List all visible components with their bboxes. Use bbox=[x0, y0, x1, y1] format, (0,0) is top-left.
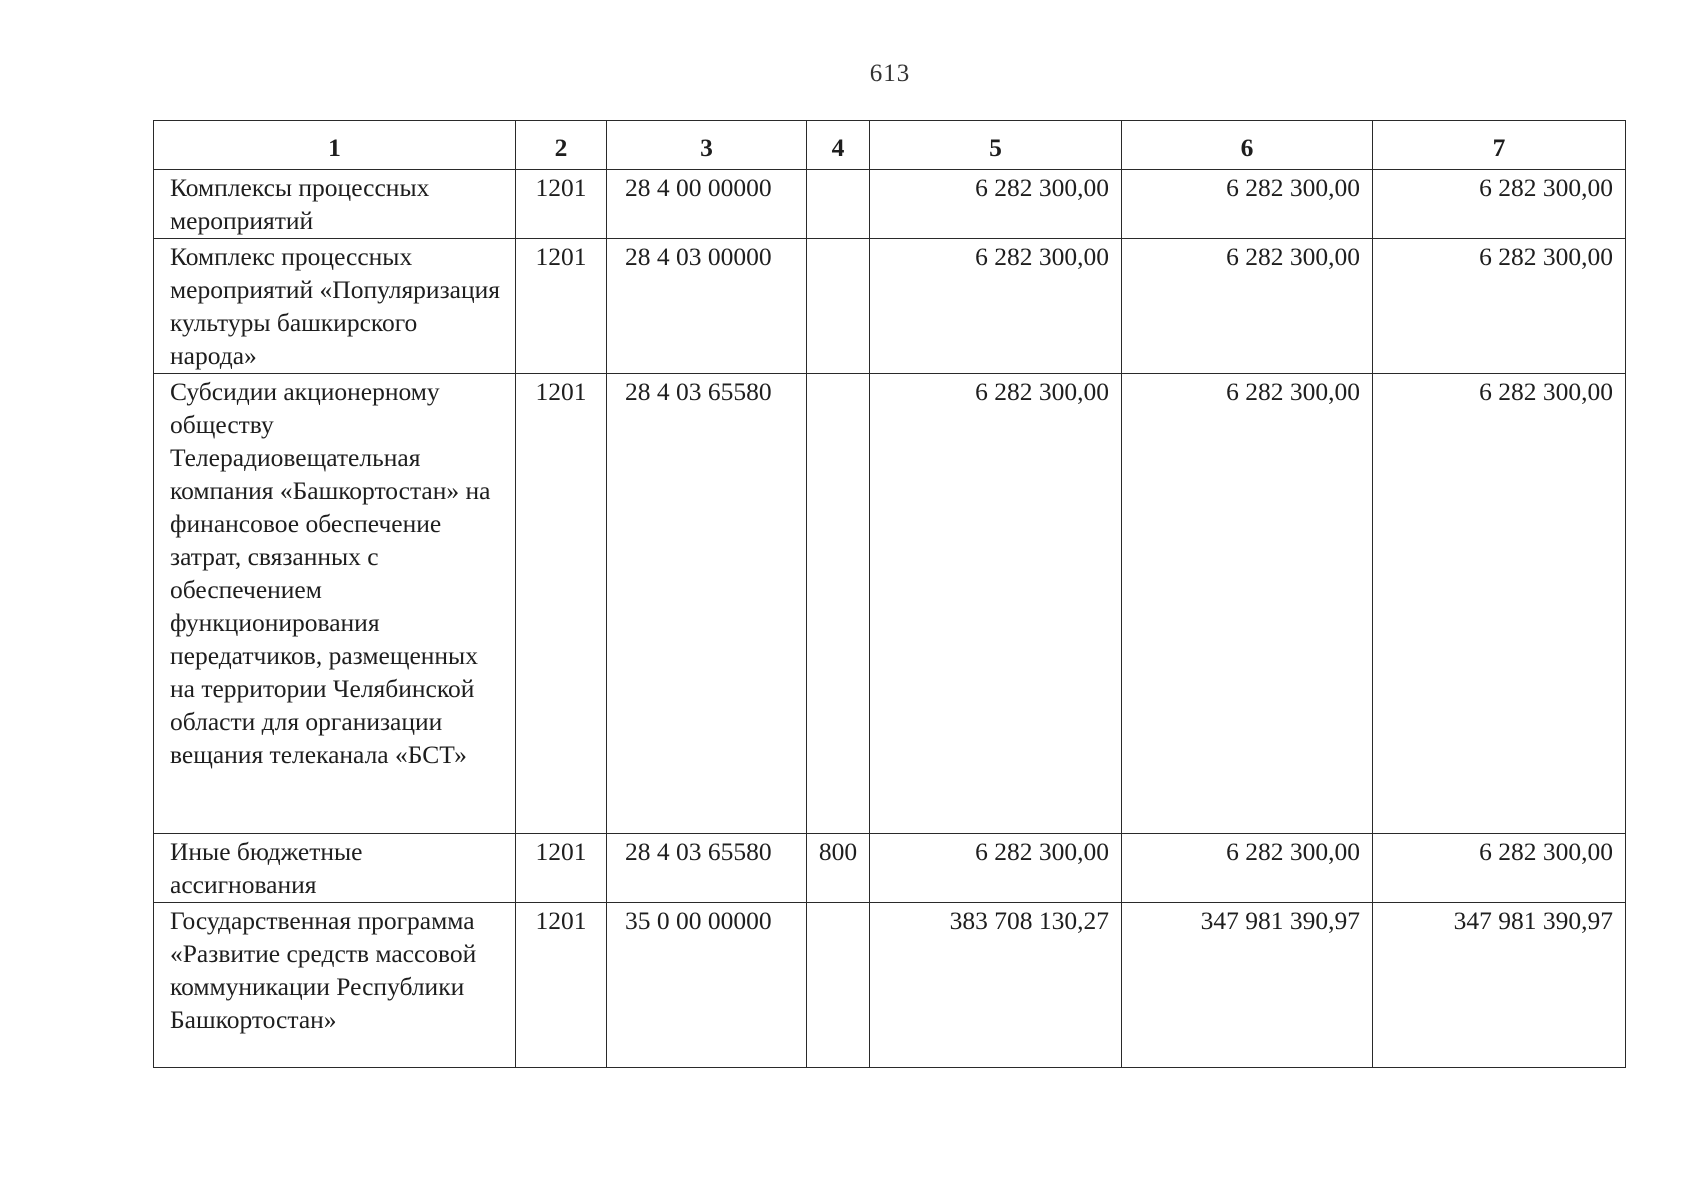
row-target-code: 28 4 03 00000 bbox=[607, 239, 807, 374]
row-target-code: 28 4 03 65580 bbox=[607, 374, 807, 834]
table-row bbox=[154, 239, 1626, 374]
header-col-6: 6 bbox=[1122, 121, 1373, 170]
row-expense-type bbox=[807, 374, 870, 834]
table-row bbox=[154, 374, 1626, 834]
row-target-code: 28 4 03 65580 bbox=[607, 834, 807, 903]
header-col-2: 2 bbox=[516, 121, 607, 170]
header-col-7: 7 bbox=[1373, 121, 1626, 170]
row-amount-col5: 383 708 130,27 bbox=[870, 903, 1122, 1068]
row-section: 1201 bbox=[516, 239, 607, 374]
table-row bbox=[154, 170, 1626, 239]
header-col-3: 3 bbox=[607, 121, 807, 170]
header-col-4: 4 bbox=[807, 121, 870, 170]
row-expense-type bbox=[807, 903, 870, 1068]
row-amount-col7: 6 282 300,00 bbox=[1373, 374, 1626, 834]
row-name: Субсидии акционерному обществу Телерадиовещательная компания «Башкортостан» на финансовое обеспечение затрат, связанных с обеспечением функционирования передатчиков, размещенных на территории Челябинской области для организации вещания телеканала «БСТ» bbox=[154, 374, 516, 834]
budget-table bbox=[153, 120, 1626, 1068]
row-section: 1201 bbox=[516, 170, 607, 239]
header-col-5: 5 bbox=[870, 121, 1122, 170]
row-expense-type bbox=[807, 170, 870, 239]
row-amount-col5: 6 282 300,00 bbox=[870, 834, 1122, 903]
page-number: 613 bbox=[869, 60, 911, 87]
row-name: Государственная программа «Развитие средств массовой коммуникации Республики Башкортостан» bbox=[154, 903, 516, 1068]
row-amount-col6: 6 282 300,00 bbox=[1122, 239, 1373, 374]
row-expense-type: 800 bbox=[807, 834, 870, 903]
row-target-code: 35 0 00 00000 bbox=[607, 903, 807, 1068]
row-amount-col5: 6 282 300,00 bbox=[870, 374, 1122, 834]
row-name: Иные бюджетные ассигнования bbox=[154, 834, 516, 903]
row-amount-col7: 6 282 300,00 bbox=[1373, 170, 1626, 239]
table-row bbox=[154, 903, 1626, 1068]
row-amount-col6: 6 282 300,00 bbox=[1122, 834, 1373, 903]
row-amount-col7: 347 981 390,97 bbox=[1373, 903, 1626, 1068]
row-section: 1201 bbox=[516, 374, 607, 834]
row-amount-col5: 6 282 300,00 bbox=[870, 170, 1122, 239]
header-col-1: 1 bbox=[154, 121, 516, 170]
row-name: Комплексы процессных мероприятий bbox=[154, 170, 516, 239]
row-name: Комплекс процессных мероприятий «Популяризация культуры башкирского народа» bbox=[154, 239, 516, 374]
row-amount-col6: 6 282 300,00 bbox=[1122, 170, 1373, 239]
row-expense-type bbox=[807, 239, 870, 374]
row-amount-col7: 6 282 300,00 bbox=[1373, 834, 1626, 903]
row-amount-col7: 6 282 300,00 bbox=[1373, 239, 1626, 374]
table-row bbox=[154, 834, 1626, 903]
row-amount-col5: 6 282 300,00 bbox=[870, 239, 1122, 374]
row-section: 1201 bbox=[516, 903, 607, 1068]
row-target-code: 28 4 00 00000 bbox=[607, 170, 807, 239]
row-amount-col6: 347 981 390,97 bbox=[1122, 903, 1373, 1068]
row-section: 1201 bbox=[516, 834, 607, 903]
row-amount-col6: 6 282 300,00 bbox=[1122, 374, 1373, 834]
table-header-row bbox=[154, 121, 1626, 170]
